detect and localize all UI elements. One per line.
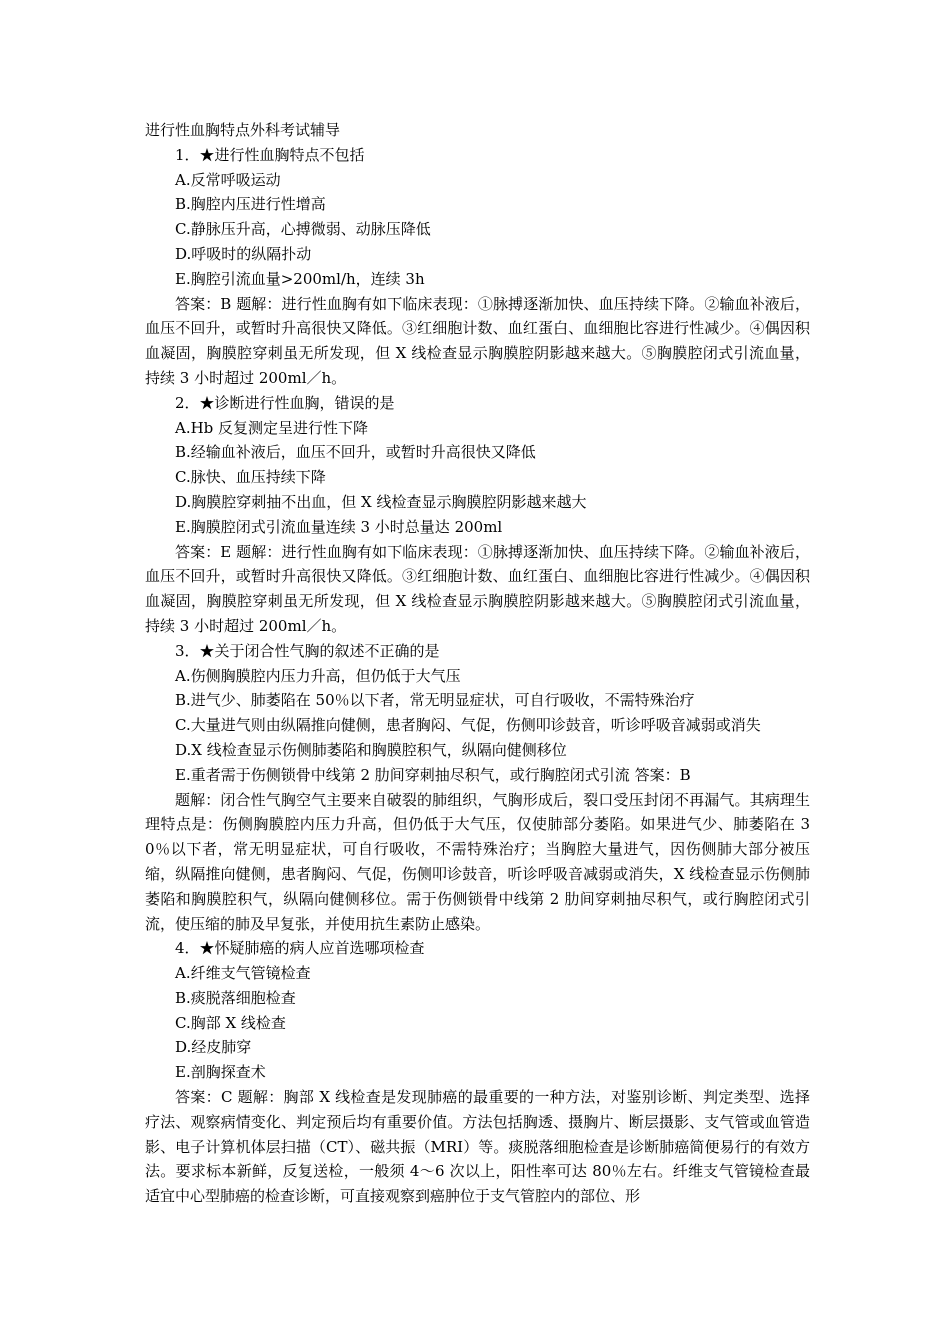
question-4-option-c: C.胸部 X 线检查 [175,1013,286,1032]
question-4-option-d: D.经皮肺穿 [175,1038,252,1057]
question-4-answer: 答案：C 题解：胸部 X 线检查是发现肺癌的最重要的一种方法，对鉴别诊断、判定类型、选择疗法、观察病情变化、判定预后均有重要价值。方法包括胸透、摄胸片、断层摄影、支气管或血管造影、电子计算机体层扫描（CT）、磁共振（MRI）等。痰脱落细胞检查是诊断肺癌简便易行的有效方法。要求标本新鲜，反复送检，一般须 4～6 次以上，阳性率可达 80％左右。纤维支气管镜检查最适宜中心型肺癌的检查诊断，可直接观察到癌肿位于支气管腔内的部位、形 [145,1088,810,1206]
question-2-answer: 答案：E 题解：进行性血胸有如下临床表现：①脉搏逐渐加快、血压持续下降。②输血补液后，血压不回升，或暂时升高很快又降低。③红细胞计数、血红蛋白、血细胞比容进行性减少。④偶因积血凝固，胸膜腔穿刺虽无所发现，但 X 线检查显示胸膜腔阴影越来越大。⑤胸膜腔闭式引流血量，持续 3 小时超过 200ml／h。 [145,542,810,635]
question-1-option-a: A.反常呼吸运动 [175,170,281,189]
question-1-option-c: C.静脉压升高，心搏微弱、动脉压降低 [175,220,431,239]
question-3-option-b: B.进气少、肺萎陷在 50％以下者，常无明显症状，可自行吸收，不需特殊治疗 [175,691,695,710]
question-3-option-c: C.大量进气则由纵隔推向健侧，患者胸闷、气促，伤侧叩诊鼓音，听诊呼吸音减弱或消失 [175,716,761,735]
question-4-option-b: B.痰脱落细胞检查 [175,988,296,1007]
question-4-option-e: E.剖胸探查术 [175,1063,266,1082]
question-2-option-b: B.经输血补液后，血压不回升，或暂时升高很快又降低 [175,443,536,462]
question-1-option-d: D.呼吸时的纵隔扑动 [175,244,312,263]
question-3-option-a: A.伤侧胸膜腔内压力升高，但仍低于大气压 [175,666,461,685]
question-3-answer: 题解：闭合性气胸空气主要来自破裂的肺组织，气胸形成后，裂口受压封闭不再漏气。其病理生理特点是：伤侧胸膜腔内压力升高，但仍低于大气压，仅使肺部分萎陷。如果进气少、肺萎陷在 30％以下者，常无明显症状，可自行吸收，不需特殊治疗；当胸腔大量进气，因伤侧肺大部分被压缩，纵隔推向健侧，患者胸闷、气促，伤侧叩诊鼓音，听诊呼吸音减弱或消失，X 线检查显示伤侧肺萎陷和胸膜腔积气，纵隔向健侧移位。需于伤侧锁骨中线第 2 肋间穿刺抽尽积气，或行胸腔闭式引流，使压缩的肺及早复张，并使用抗生素防止感染。 [145,790,810,933]
question-2-option-c: C.脉快、血压持续下降 [175,468,326,487]
question-4-stem: 4．★怀疑肺癌的病人应首选哪项检查 [175,939,425,958]
question-4-option-a: A.纤维支气管镜检查 [175,964,311,983]
question-1-answer: 答案：B 题解：进行性血胸有如下临床表现：①脉搏逐渐加快、血压持续下降。②输血补液后，血压不回升，或暂时升高很快又降低。③红细胞计数、血红蛋白、血细胞比容进行性减少。④偶因积血凝固，胸膜腔穿刺虽无所发现，但 X 线检查显示胸膜腔阴影越来越大。⑤胸膜腔闭式引流血量，持续 3 小时超过 200ml／h。 [145,294,810,387]
question-1-option-b: B.胸腔内压进行性增高 [175,195,326,214]
question-2-option-d: D.胸膜腔穿刺抽不出血，但 X 线检查显示胸膜腔阴影越来越大 [175,492,587,511]
document-page [145,118,810,1209]
question-1-option-e: E.胸腔引流血量>200ml/h，连续 3h [175,269,425,288]
question-2-stem: 2．★诊断进行性血胸，错误的是 [175,393,395,412]
question-1-stem: 1．★进行性血胸特点不包括 [175,145,365,164]
question-3-option-d: D.X 线检查显示伤侧肺萎陷和胸膜腔积气，纵隔向健侧移位 [175,740,567,759]
question-3-stem: 3．★关于闭合性气胸的叙述不正确的是 [175,641,440,660]
question-2-option-e: E.胸膜腔闭式引流血量连续 3 小时总量达 200ml [175,517,503,536]
document-title: 进行性血胸特点外科考试辅导 [145,121,341,139]
question-2-option-a: A.Hb 反复测定呈进行性下降 [175,418,369,437]
question-3-option-e: E.重者需于伤侧锁骨中线第 2 肋间穿刺抽尽积气，或行胸腔闭式引流 答案：B [175,765,691,784]
